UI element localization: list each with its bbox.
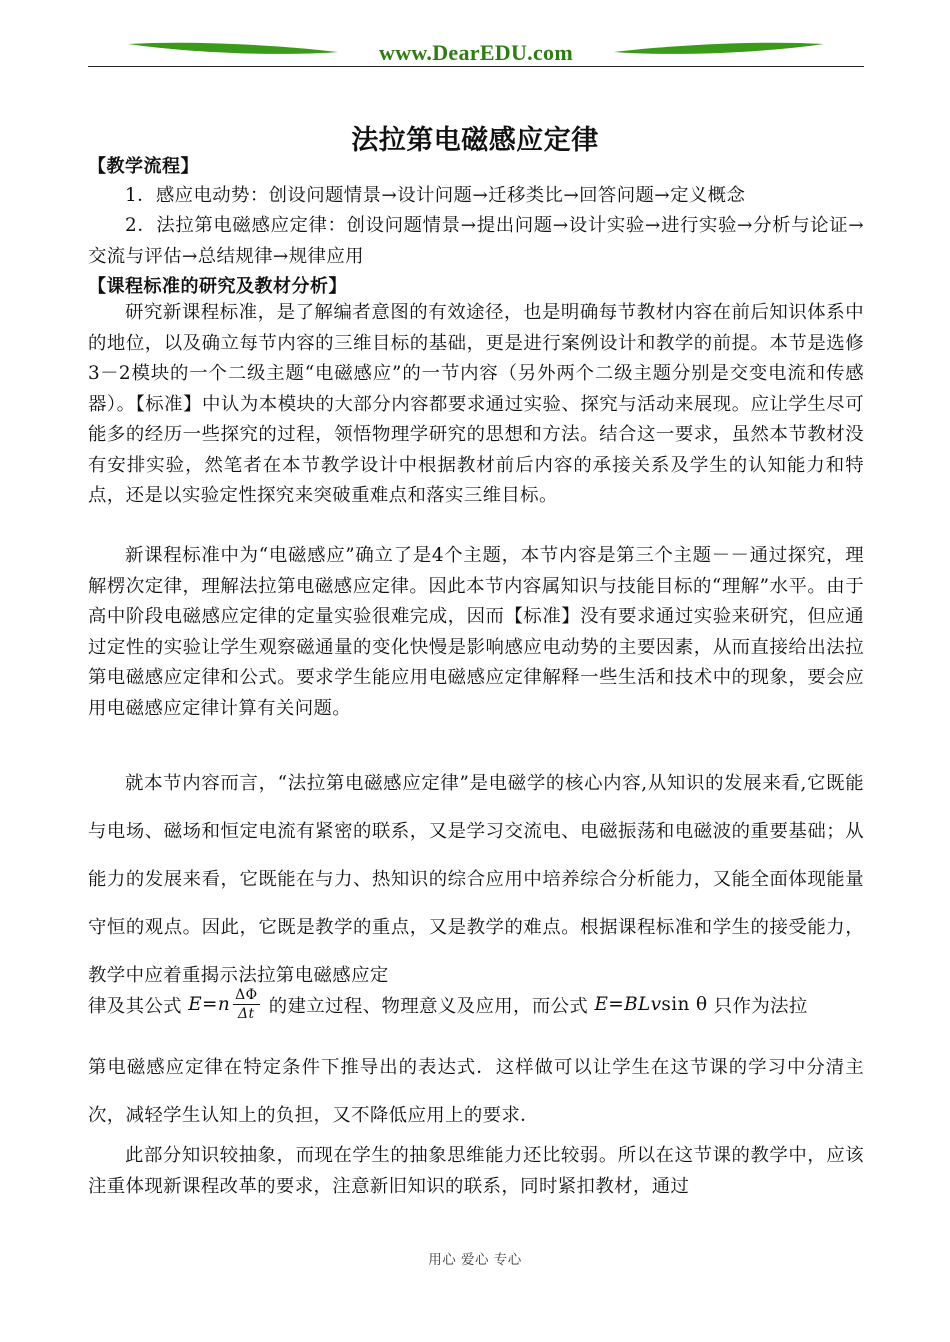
flow-item-1: 1．感应电动势：创设问题情景→设计问题→迁移类比→回答问题→定义概念 bbox=[125, 185, 746, 206]
formula-1-fraction bbox=[233, 986, 259, 1023]
paragraph-4: 第电磁感应定律在特定条件下推导出的表达式．这样做可以让学生在这节课的学习中分清主次，减轻学生认知上的负担，又不降低应用上的要求． bbox=[88, 1057, 864, 1126]
formula-text-mid: 的建立过程、物理意义及应用，而公式 bbox=[268, 995, 589, 1017]
formula-line bbox=[88, 986, 864, 1036]
formula-1-lhs: E=n bbox=[188, 994, 231, 1015]
formula-1-numerator: ΔΦ bbox=[235, 987, 258, 1003]
formula-1-denominator: Δt bbox=[238, 1006, 255, 1022]
flow-item-2: 2．法拉第电磁感应定律：创设问题情景→提出问题→设计实验→进行实验→分析与论证→交流与评估→总结规律→规律应用 bbox=[88, 215, 864, 267]
site-name: www.DearEDU.com bbox=[379, 40, 573, 65]
paragraph-1: 研究新课程标准，是了解编者意图的有效途径，也是明确每节教材内容在前后知识体系中的地位，以及确立每节内容的三维目标的基础，更是进行案例设计和教学的前提。本节是选修3－2模块的一个二级主题“电磁感应”的一节内容（另外两个二级主题分别是交变电流和传感器）。【标准】中认为本模块的大部分内容都要求通过实验、探究与活动来展现。应让学生尽可能多的经历一些探究的过程，领悟物理学研究的思想和方法。结合这一要求，虽然本节教材没有安排实验，然笔者在本节教学设计中根据教材前后内容的承接关系及学生的认知能力和特点，还是以实验定性探究来突破重难点和落实三维目标。 bbox=[88, 302, 864, 506]
paragraph-2: 新课程标准中为“电磁感应”确立了是4个主题，本节内容是第三个主题－－通过探究，理解楞次定律，理解法拉第电磁感应定律。因此本节内容属知识与技能目标的“理解”水平。由于高中阶段电磁感应定律的定量实验很难完成，因而【标准】没有要求通过实验来研究，但应通过定性的实验让学生观察磁通量的变化快慢是影响感应电动势的主要因素，从而直接给出法拉第电磁感应定律和公式。要求学生能应用电磁感应定律解释一些生活和技术中的现象，要会应用电磁感应定律计算有关问题。 bbox=[88, 545, 864, 719]
section-heading-teaching-flow: 【教学流程】 bbox=[88, 156, 199, 177]
paragraph-5: 此部分知识较抽象，而现在学生的抽象思维能力还比较弱。所以在这节课的教学中，应该注重体现新课程改革的要求，注意新旧知识的联系，同时紧扣教材，通过 bbox=[88, 1145, 864, 1197]
header-rule bbox=[88, 66, 864, 67]
paragraph-3: 就本节内容而言，“法拉第电磁感应定律”是电磁学的核心内容,从知识的发展来看,它既能与电场、磁场和恒定电流有紧密的联系，又是学习交流电、电磁振荡和电磁波的重要基础；从能力的发展来看，它既能在与力、热知识的综合应用中培养综合分析能力，又能全面体现能量守恒的观点。因此，它既是教学的重点，又是教学的难点。根据课程标准和学生的接受能力，教学中应着重揭示法拉第电磁感应定 bbox=[88, 773, 864, 986]
formula-2: E=BLv bbox=[594, 994, 662, 1015]
formula-text-post: 只作为法拉 bbox=[713, 995, 808, 1017]
page-title: 法拉第电磁感应定律 bbox=[351, 125, 599, 156]
section-heading-standards: 【课程标准的研究及教材分析】 bbox=[88, 276, 347, 297]
formula-text-pre: 律及其公式 bbox=[88, 995, 182, 1017]
page-footer: 用心 爱心 专心 bbox=[428, 1252, 522, 1268]
formula-2-tail: sin θ bbox=[661, 994, 708, 1015]
